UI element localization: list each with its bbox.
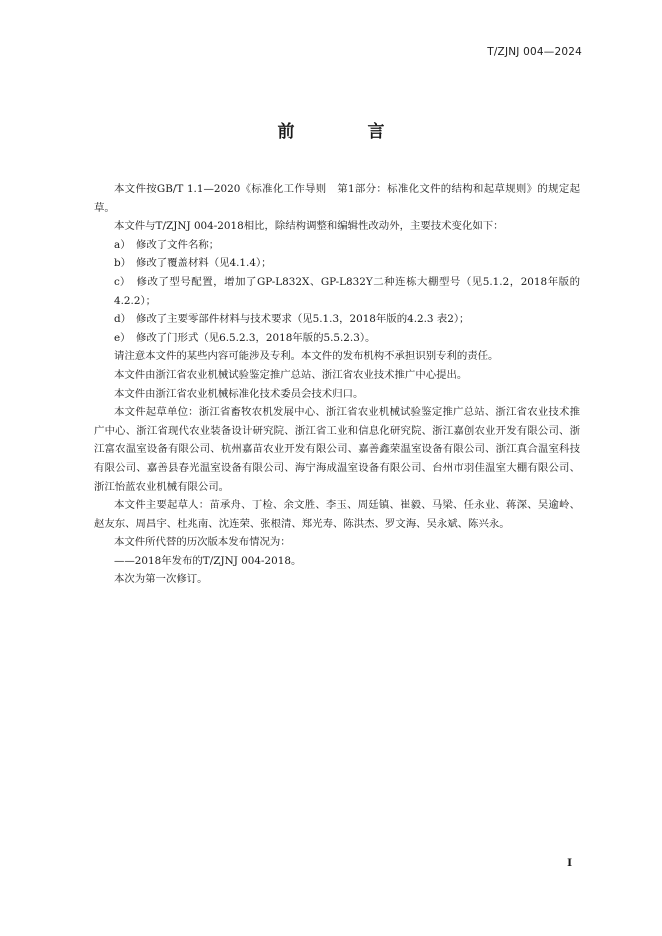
list-item-text: 修改了型号配置，增加了GP-L832X、GP-L832Y二种连栋大棚型号（见5.1.2，2018年版的4.2.2）； — [114, 275, 580, 307]
list-item — [94, 273, 580, 310]
paragraph-technical-committee: 本文件由浙江省农业机械标准化技术委员会技术归口。 — [114, 387, 364, 400]
list-item — [94, 329, 580, 348]
document-code: T/ZJNJ 004—2024 — [487, 46, 582, 58]
page-number: I — [567, 857, 572, 869]
paragraph-history-item: ——2018年发布的T/ZJNJ 004-2018。 — [114, 554, 302, 567]
paragraph-drafters: 本文件主要起草人：苗承舟、丁检、余文胜、李玉、周廷镇、崔毅、马梁、任永业、蒋深、吴逾岭、赵友东、周昌宇、杜兆南、沈连荣、张根清、郑光寿、陈洪杰、罗文海、吴永斌、陈兴永。 — [94, 499, 580, 530]
paragraph-drafting-rules: 本文件按GB/T 1.1—2020《标准化工作导则 第1部分：标准化文件的结构和起草规则》的规定起草。 — [94, 183, 580, 214]
list-item — [94, 254, 580, 273]
paragraph-proposer: 本文件由浙江省农业机械试验鉴定推广总站、浙江省农业技术推广中心提出。 — [114, 368, 468, 381]
list-item-text: 修改了主要零部件材料与技术要求（见5.1.3，2018年版的4.2.3 表2）； — [136, 313, 470, 326]
list-marker: d） — [114, 313, 132, 326]
paragraph-patent-notice: 请注意本文件的某些内容可能涉及专利。本文件的发布机构不承担识别专利的责任。 — [114, 350, 499, 363]
list-item-text: 修改了门形式（见6.5.2.3，2018年版的5.5.2.3）。 — [136, 331, 376, 344]
list-marker: e） — [114, 331, 131, 344]
paragraph-history-intro: 本文件所代替的历次版本发布情况为： — [114, 536, 291, 549]
list-item-text: 修改了文件名称； — [136, 238, 220, 251]
paragraph-drafting-units: 本文件起草单位：浙江省畜牧农机发展中心、浙江省农业机械试验鉴定推广总站、浙江省农业技术推广中心、浙江省现代农业装备设计研究院、浙江省工业和信息化研究院、浙江嘉创农业开发有限公司、浙江富农温室设备有限公司、杭州嘉苗农业开发有限公司、嘉善鑫荣温室设备有限公司、浙江真合温室科技有限公司、嘉善县春光温室设备有限公司、海宁海成温室设备有限公司、台州市羽佳温室大棚有限公司、浙江怡蓝农业机械有限公司。 — [94, 406, 580, 493]
paragraph-changes-intro: 本文件与T/ZJNJ 004-2018相比，除结构调整和编辑性改动外，主要技术变化如下： — [114, 220, 504, 233]
list-item-text: 修改了覆盖材料（见4.1.4）； — [136, 257, 272, 270]
page-title: 前 言 — [277, 122, 413, 142]
list-item — [94, 310, 580, 329]
list-marker: a） — [114, 238, 131, 251]
paragraph-revision-note: 本次为第一次修订。 — [114, 573, 208, 586]
list-marker: c） — [114, 275, 131, 288]
list-item — [94, 236, 580, 255]
foreword-body — [94, 180, 580, 589]
list-marker: b） — [114, 257, 132, 270]
